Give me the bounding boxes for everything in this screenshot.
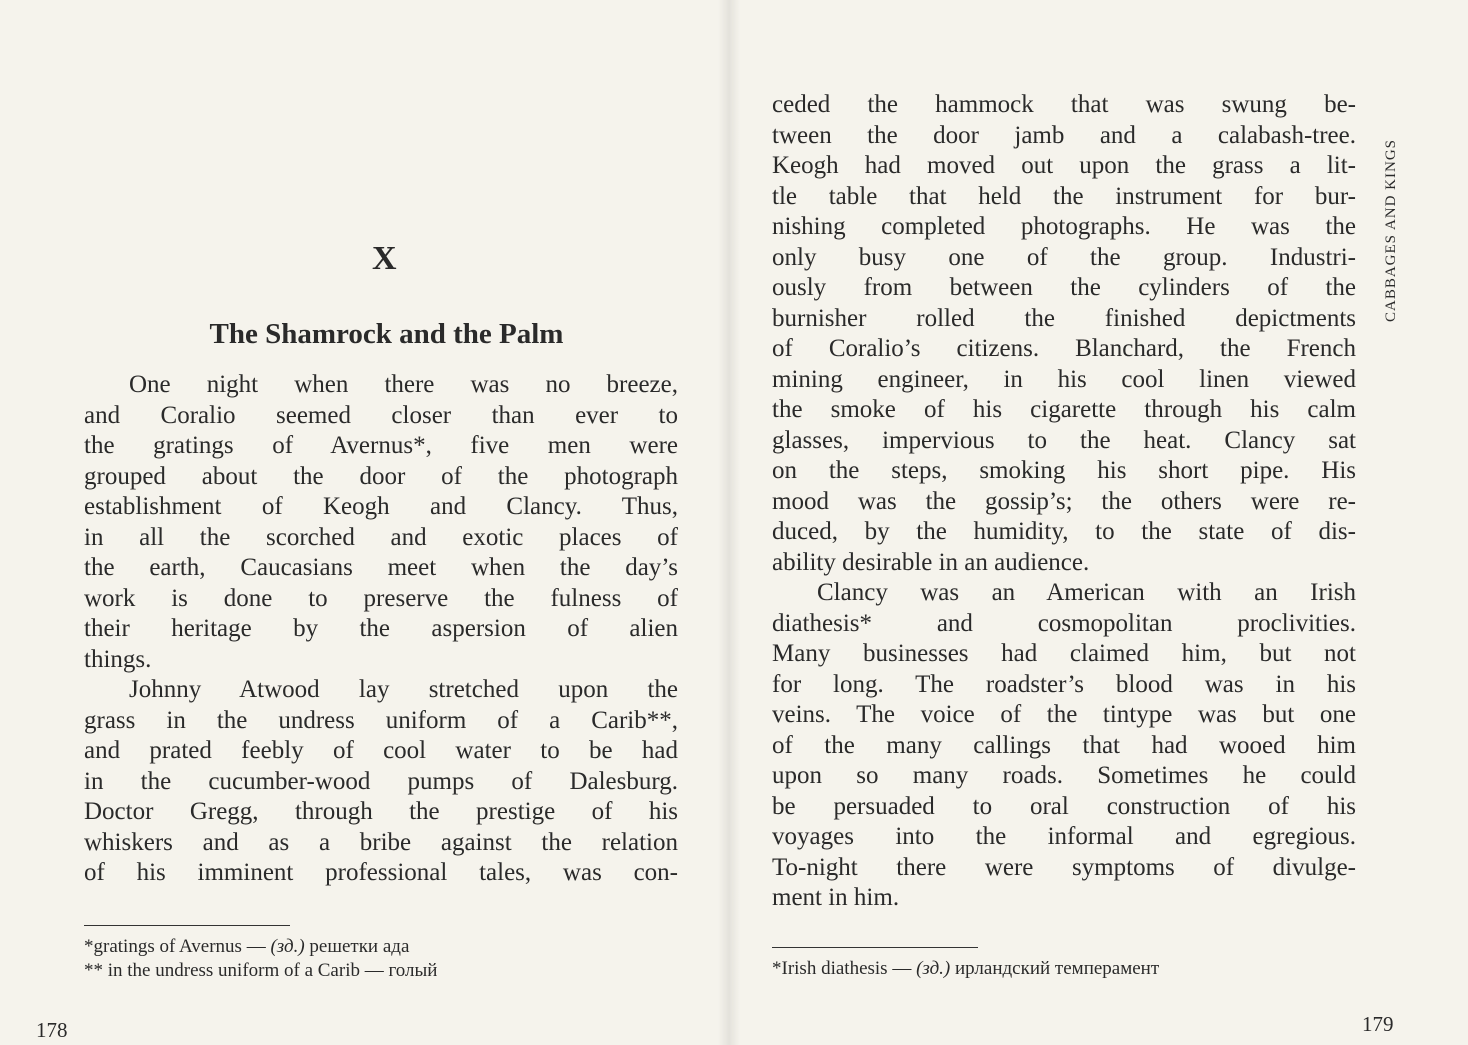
text-line: burnisher rolled the finished depictments [772, 304, 1356, 332]
text-line: of Coralio’s citizens. Blanchard, the French [772, 335, 1356, 362]
text-line: ability desirable in an audience. [772, 548, 1090, 576]
text-line: the gratings of Avernus*, five men were [84, 432, 678, 459]
text-line: tle table that held the instrument for bur- [772, 182, 1356, 210]
text-line: of the many callings that had wooed him [772, 731, 1356, 759]
footnote-translation: голый [388, 960, 438, 981]
left-footnotes [84, 935, 437, 983]
right-body-text [772, 90, 1356, 914]
text-line: be persuaded to oral construction of his [772, 792, 1356, 820]
text-line: only busy one of the group. Industri- [772, 243, 1356, 271]
text-line: on the steps, smoking his short pipe. His [772, 457, 1356, 484]
right-footnotes [772, 957, 1159, 981]
footnote-term: ** in the undress uniform of a Carib — [84, 960, 384, 981]
text-line: in the cucumber-wood pumps of Dalesburg. [84, 767, 678, 795]
text-line: tween the door jamb and a calabash-tree. [772, 121, 1356, 149]
text-line: Keogh had moved out upon the grass a lit- [772, 152, 1356, 179]
footnote-term: *gratings of Avernus — [84, 936, 266, 957]
footnote-translation: ирландский темперамент [955, 958, 1160, 979]
text-line: work is done to preserve the fulness of [84, 584, 678, 612]
text-line: ously from between the cylinders of the [772, 274, 1356, 301]
running-head: CABBAGES AND KINGS [1383, 138, 1399, 322]
left-body-text [84, 370, 678, 889]
footnote [84, 935, 437, 959]
left-page [0, 0, 728, 1045]
text-line: ment in him. [772, 884, 900, 911]
text-line: grass in the undress uniform of a Carib**, [84, 706, 678, 734]
text-line: and Coralio seemed closer than ever to [84, 401, 678, 429]
footnote-abbr: (зд.) [270, 936, 305, 957]
book-gutter [718, 0, 740, 1045]
text-line: their heritage by the aspersion of alien [84, 615, 678, 642]
footnote-translation: решетки ада [309, 936, 410, 957]
text-line: One night when there was no breeze, [129, 371, 678, 398]
page-number: 179 [1362, 1012, 1394, 1036]
text-line: Johnny Atwood lay stretched upon the [129, 676, 678, 703]
text-line: establishment of Keogh and Clancy. Thus, [84, 493, 678, 520]
chapter-title: The Shamrock and the Palm [209, 318, 564, 350]
text-line: nishing completed photographs. He was the [772, 213, 1356, 240]
text-line: veins. The voice of the tintype was but one [772, 701, 1356, 728]
chapter-number: X [372, 240, 397, 277]
text-line: ceded the hammock that was swung be- [772, 91, 1356, 118]
text-line: for long. The roadster’s blood was in his [772, 670, 1356, 698]
text-line: in all the scorched and exotic places of [84, 523, 678, 551]
text-line: Doctor Gregg, through the prestige of his [84, 798, 678, 825]
page-number: 178 [36, 1018, 68, 1042]
text-line: things. [84, 645, 152, 673]
text-line: mood was the gossip’s; the others were re- [772, 487, 1356, 515]
text-line: whiskers and as a bribe against the relation [84, 828, 678, 856]
footnote [772, 957, 1159, 981]
text-line: the smoke of his cigarette through his calm [772, 396, 1356, 423]
text-line: mining engineer, in his cool linen viewed [772, 365, 1356, 393]
text-line: voyages into the informal and egregious. [772, 823, 1356, 850]
footnote-term: *Irish diathesis — [772, 958, 912, 979]
text-line: of his imminent professional tales, was con- [84, 859, 678, 886]
footnote-rule [772, 947, 978, 948]
text-line: To-night there were symptoms of divulge- [772, 853, 1356, 881]
text-line: Clancy was an American with an Irish [817, 579, 1356, 606]
text-line: Many businesses had claimed him, but not [772, 640, 1356, 667]
text-line: upon so many roads. Sometimes he could [772, 762, 1356, 789]
text-line: and prated feebly of cool water to be had [84, 737, 678, 764]
footnote-abbr: (зд.) [916, 958, 951, 979]
footnote-rule [84, 925, 290, 926]
text-line: duced, by the humidity, to the state of dis- [772, 518, 1356, 545]
text-line: glasses, impervious to the heat. Clancy sat [772, 426, 1356, 454]
text-line: the earth, Caucasians meet when the day’s [84, 554, 678, 581]
text-line: grouped about the door of the photograph [84, 462, 678, 490]
footnote [84, 959, 437, 983]
text-line: diathesis* and cosmopolitan proclivities. [772, 609, 1356, 637]
